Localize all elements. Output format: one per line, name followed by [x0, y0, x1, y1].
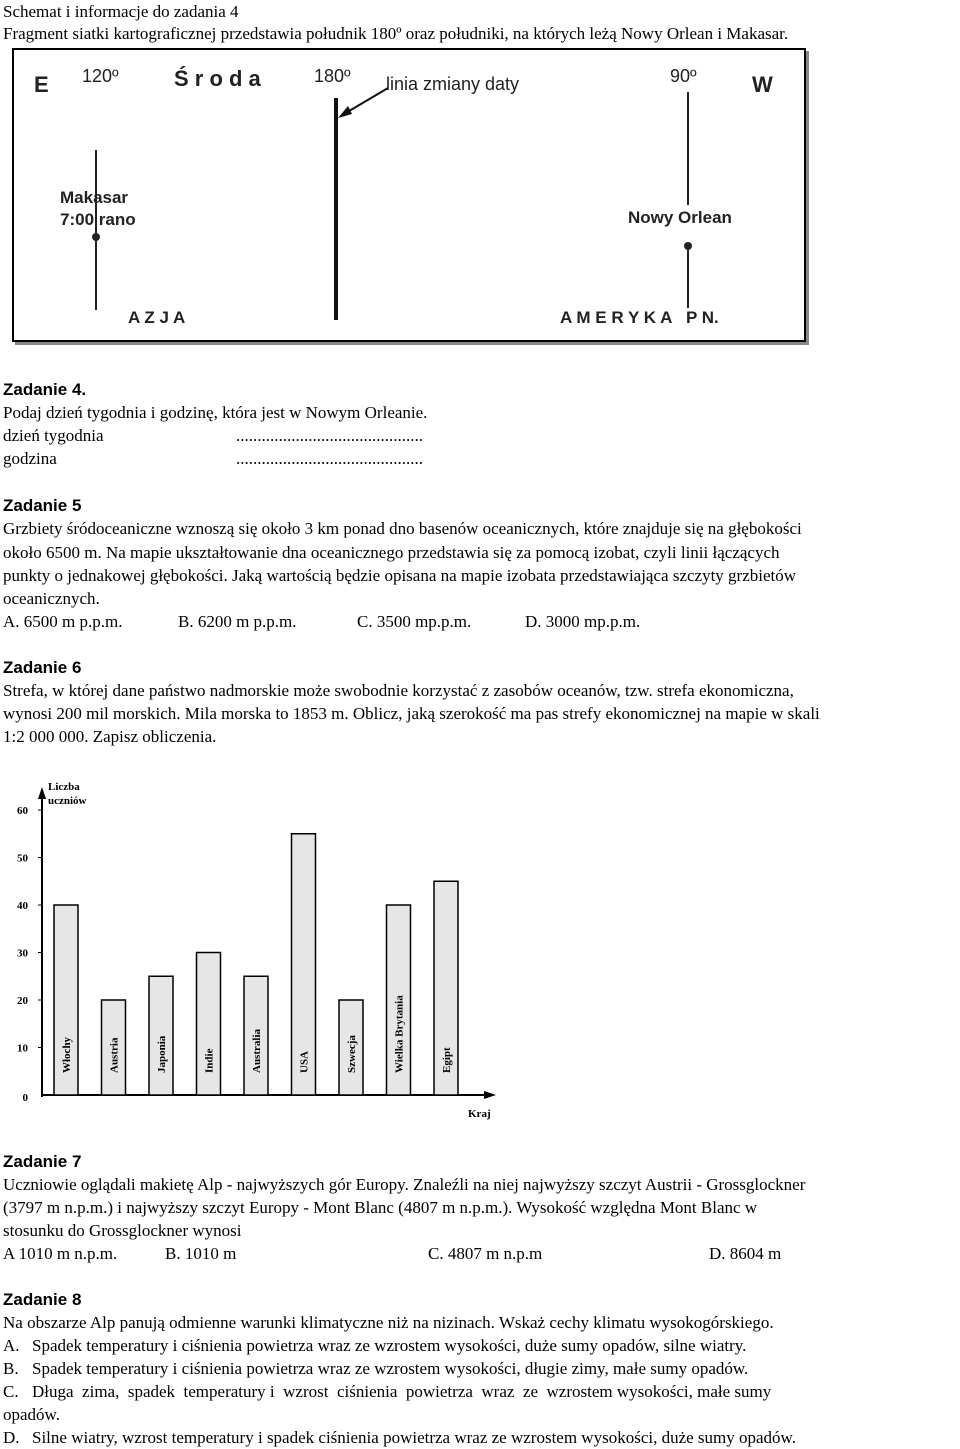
- makasar-point: [92, 233, 100, 241]
- bar-category-label: Szwecja: [346, 1035, 358, 1073]
- task5-line-3: punkty o jednakowej głębokości. Jaką wartością będzie opisana na mapie izobata przedstawiająca szczyty grzbietów: [3, 566, 797, 585]
- bar-category-label: Australia: [251, 1029, 263, 1073]
- task4-day-label: dzień tygodnia: [3, 426, 104, 445]
- new-orleans-point: [684, 242, 692, 250]
- task4-hour-blank[interactable]: ............................................: [236, 449, 423, 468]
- meridian-120-label: 120º: [82, 66, 119, 86]
- meridian-map: [12, 48, 806, 342]
- meridian-180-label: 180º: [314, 66, 351, 86]
- task7-title: Zadanie 7: [3, 1152, 82, 1171]
- task8-option-c-text-1: Długa zima, spadek temperatury i wzrost ciśnienia powietrza wraz ze wzrostem wysokości, małe sumy: [32, 1382, 772, 1401]
- task6-line-1: Strefa, w której dane państwo nadmorskie może swobodnie korzystać z zasobów oceanów, tzw. strefa ekonomiczna,: [3, 681, 794, 700]
- header-line-2: Fragment siatki kartograficznej przedstawia południk 180º oraz południki, na których leżą Nowy Orlean i Makasar.: [3, 24, 789, 43]
- task8-option-a-letter[interactable]: A.: [3, 1336, 20, 1355]
- header-line-1: Schemat i informacje do zadania 4: [3, 2, 239, 21]
- date-line-label: linia zmiany daty: [386, 74, 520, 94]
- task4-day-blank[interactable]: ............................................: [236, 426, 423, 445]
- west-label: W: [752, 72, 773, 97]
- task8-option-b-letter[interactable]: B.: [3, 1359, 19, 1378]
- continent-north-america: A M E R Y K A P N.: [560, 308, 719, 327]
- makasar-name: Makasar: [60, 188, 129, 207]
- y-axis-label-line-1: Liczba: [48, 781, 80, 793]
- east-label: E: [34, 72, 49, 97]
- meridian-90-label: 90º: [670, 66, 697, 86]
- task7-option-c[interactable]: C. 4807 m n.p.m: [428, 1244, 543, 1263]
- x-axis-label: Kraj: [468, 1108, 491, 1120]
- task5-line-4: oceanicznych.: [3, 589, 100, 608]
- y-tick-label: 30: [17, 947, 28, 960]
- task8-option-b-text: Spadek temperatury i ciśnienia powietrza wraz ze wzrostem wysokości, długie zimy, małe sumy opadów.: [32, 1359, 749, 1378]
- date-line-arrowhead: [338, 106, 352, 118]
- bar-category-label: USA: [298, 1050, 311, 1073]
- bar-category-label: Włochy: [61, 1036, 73, 1073]
- task8-option-d-letter[interactable]: D.: [3, 1428, 20, 1447]
- bar-category-label: Japonia: [156, 1035, 168, 1073]
- task4-title: Zadanie 4.: [3, 380, 87, 399]
- task8-option-c-text-2: opadów.: [3, 1405, 60, 1424]
- task7-option-d[interactable]: D. 8604 m: [709, 1244, 782, 1263]
- day-label: Ś r o d a: [174, 66, 261, 91]
- y-tick-label: 40: [17, 900, 28, 912]
- task8-question: Na obszarze Alp panują odmienne warunki klimatyczne niż na nizinach. Wskaż cechy klimatu wysokogórskiego.: [3, 1313, 774, 1332]
- task5-option-b[interactable]: B. 6200 m p.p.m.: [178, 612, 297, 631]
- task8-title: Zadanie 8: [3, 1290, 82, 1309]
- task6-line-3: 1:2 000 000. Zapisz obliczenia.: [3, 727, 217, 746]
- y-tick-label: 60: [17, 805, 28, 817]
- task5-title: Zadanie 5: [3, 496, 82, 515]
- task5-line-1: Grzbiety śródoceaniczne wznoszą się około 3 km ponad dno basenów oceanicznych, które znajduje się na głębokości: [3, 519, 802, 538]
- task7-option-b[interactable]: B. 1010 m: [165, 1244, 237, 1263]
- task7-line-1: Uczniowie oglądali makietę Alp - najwyższych gór Europy. Znaleźli na niej najwyższy szczyt Austrii - Grossglockner: [3, 1175, 806, 1194]
- bar-category-label: Egipt: [441, 1047, 453, 1073]
- task8-option-a-text: Spadek temperatury i ciśnienia powietrza wraz ze wzrostem wysokości, duże sumy opadów, silne wiatry.: [32, 1336, 747, 1355]
- y-tick-label: 10: [17, 1042, 28, 1055]
- bar-category-label: Wielka Brytania: [393, 995, 406, 1073]
- bar-category-label: Indie: [203, 1048, 216, 1073]
- task8-option-d-text: Silne wiatry, wzrost temperatury i spadek ciśnienia powietrza wraz ze wzrostem wysokości, duże sumy opadów.: [32, 1428, 796, 1447]
- bar-category-label: Austria: [108, 1037, 121, 1073]
- task5-option-a[interactable]: A. 6500 m p.p.m.: [3, 612, 123, 631]
- task5-line-2: około 6500 m. Na mapie ukształtowanie dna oceanicznego przedstawia się za pomocą izobat, czyli linii łączących: [3, 543, 780, 562]
- bar: [149, 976, 173, 1095]
- task8-option-c-letter[interactable]: C.: [3, 1382, 19, 1401]
- y-axis-label-line-2: uczniów: [48, 795, 87, 807]
- task7-line-2: (3797 m n.p.m.) i najwyższy szczyt Europy - Mont Blanc (4807 m n.p.m.). Wysokość względna Mont Blanc w: [3, 1198, 758, 1217]
- task4-question: Podaj dzień tygodnia i godzinę, która jest w Nowym Orleanie.: [3, 403, 428, 422]
- task7-line-3: stosunku do Grossglockner wynosi: [3, 1221, 242, 1240]
- task5-option-c[interactable]: C. 3500 mp.p.m.: [357, 612, 472, 631]
- y-tick-label: 50: [17, 852, 28, 865]
- x-axis-arrow: [484, 1091, 496, 1099]
- continent-asia: A Z J A: [128, 308, 186, 327]
- makasar-time: 7:00 rano: [60, 210, 136, 229]
- date-line-arrow: [344, 88, 388, 114]
- task7-option-a[interactable]: A 1010 m n.p.m.: [3, 1244, 118, 1263]
- y-tick-label: 20: [17, 995, 28, 1007]
- task6-title: Zadanie 6: [3, 658, 82, 677]
- task5-option-d[interactable]: D. 3000 mp.p.m.: [525, 612, 641, 631]
- task4-hour-label: godzina: [3, 449, 57, 468]
- y-axis-arrow: [38, 787, 46, 799]
- task6-line-2: wynosi 200 mil morskich. Mila morska to 1853 m. Oblicz, jaką szerokość ma pas strefy ekonomicznej na mapie w skali: [3, 704, 820, 723]
- students-bar-chart: [0, 775, 520, 1130]
- new-orleans-name: Nowy Orlean: [628, 208, 732, 227]
- y-tick-label: 0: [22, 1092, 28, 1104]
